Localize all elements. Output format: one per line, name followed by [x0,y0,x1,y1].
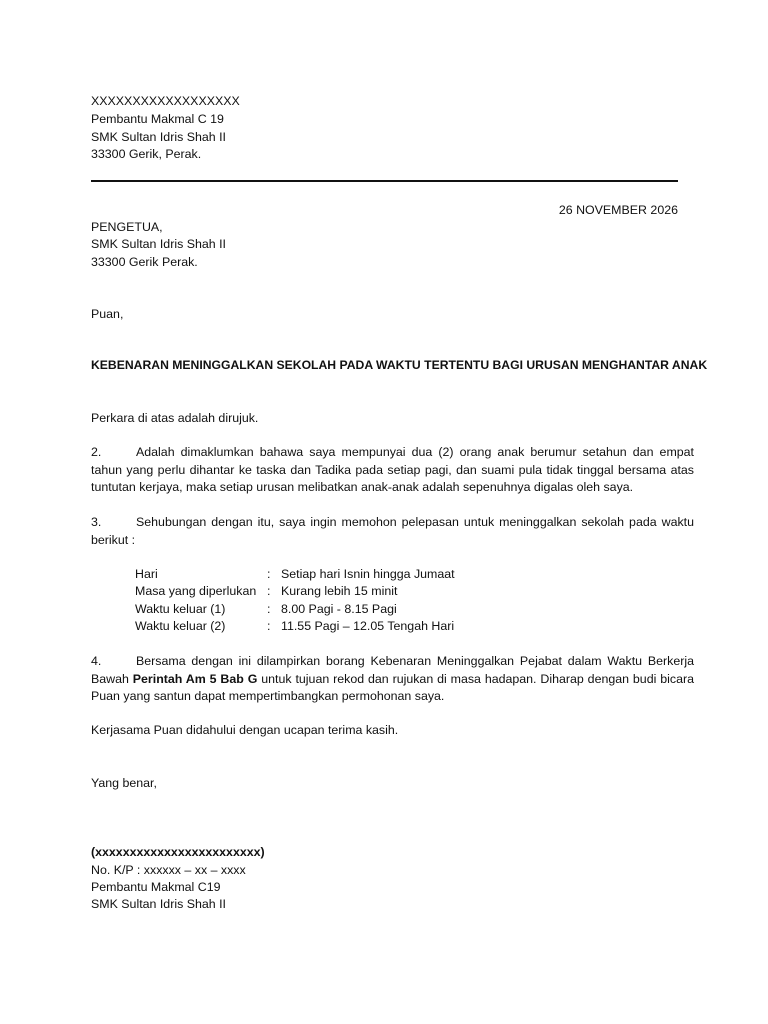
paragraph-4-reference: Perintah Am 5 Bab G [132,671,258,686]
detail-row [135,566,455,584]
signature-position: Pembantu Makmal C19 [91,880,221,894]
detail-value: 11.55 Pagi – 12.05 Tengah Hari [281,619,455,633]
detail-row [135,601,397,619]
signature-ic: No. K/P : xxxxxx – xx – xxxx [91,863,246,877]
sender-school: SMK Sultan Idris Shah II [91,130,226,144]
paragraph-4 [91,653,694,706]
letter-date: 26 NOVEMBER 2026 [558,203,678,217]
detail-label: Waktu keluar (2) [135,619,226,633]
recipient-school: SMK Sultan Idris Shah II [91,237,226,251]
sender-address: 33300 Gerik, Perak. [91,147,202,161]
detail-value: Setiap hari Isnin hingga Jumaat [281,567,455,581]
paragraph-4-number: 4. [91,654,102,668]
detail-label: Waktu keluar (1) [135,602,226,616]
opening-line: Perkara di atas adalah dirujuk. [91,411,259,425]
detail-value: 8.00 Pagi - 8.15 Pagi [281,602,397,616]
paragraph-3 [91,514,694,549]
paragraph-2 [91,444,694,497]
letter-subject: KEBENARAN MENINGGALKAN SEKOLAH PADA WAKTU TERTENTU BAGI URUSAN MENGHANTAR ANAK [91,358,708,372]
detail-separator: : [267,602,271,616]
paragraph-2-number: 2. [91,445,102,459]
paragraph-2-text: Adalah dimaklumkan bahawa saya mempunyai dua (2) orang anak berumur setahun dan empat tahun yang perlu dihantar ke taska dan Tadika pada setiap pagi, dan suami pula tidak tinggal bersama atas tuntutan kerjaya, maka setiap urusan melibatkan anak-anak adalah sepenuhnya digalas oleh saya. [91,445,694,494]
detail-separator: : [267,567,271,581]
sender-name: XXXXXXXXXXXXXXXXXX [91,94,240,108]
detail-label: Masa yang diperlukan [135,584,257,598]
signature-school: SMK Sultan Idris Shah II [91,897,226,911]
paragraph-3-number: 3. [91,515,102,529]
recipient-address: 33300 Gerik Perak. [91,255,198,269]
detail-separator: : [267,619,271,633]
recipient-title: PENGETUA, [91,220,163,234]
letterhead-divider [91,180,678,182]
detail-separator: : [267,584,271,598]
paragraph-4-text-after: untuk tujuan rekod dan rujukan di masa hadapan. Diharap dengan budi bicara Puan yang santun dapat mempertimbangkan permohonan saya. [91,671,694,703]
detail-row [135,583,397,601]
signature-name: (xxxxxxxxxxxxxxxxxxxxxxxx) [91,845,265,859]
detail-value: Kurang lebih 15 minit [281,584,398,598]
paragraph-3-text: Sehubungan dengan itu, saya ingin memohon pelepasan untuk meninggalkan sekolah pada waktu berikut : [91,515,694,547]
detail-row [135,618,454,636]
salutation: Puan, [91,307,124,321]
paragraph-4-text-before: Bersama dengan ini dilampirkan borang Kebenaran Meninggalkan Pejabat dalam Waktu Berkerja Bawah [91,654,694,686]
closing-line: Yang benar, [91,776,157,790]
sender-position: Pembantu Makmal C 19 [91,112,224,126]
thanks-line: Kerjasama Puan didahului dengan ucapan terima kasih. [91,723,399,737]
detail-label: Hari [135,567,158,581]
